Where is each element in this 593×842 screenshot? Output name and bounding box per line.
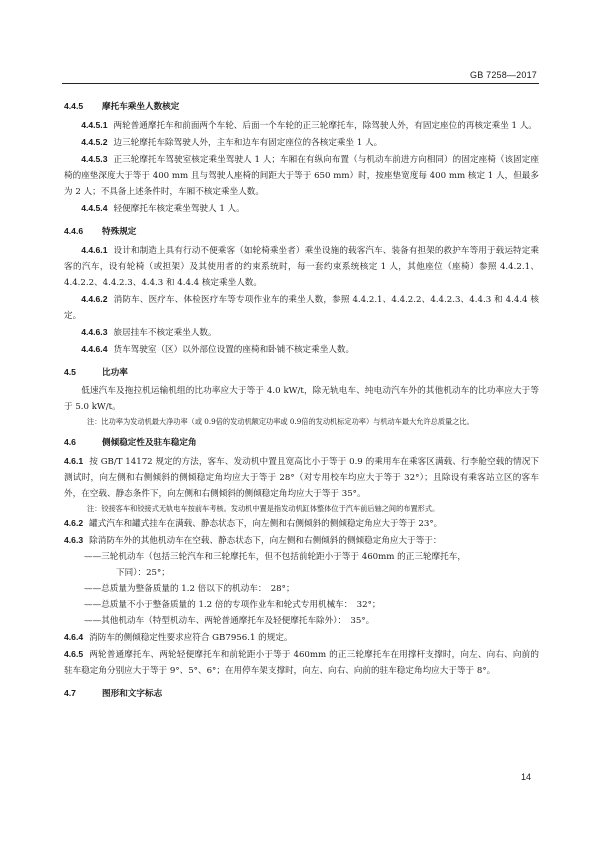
clause-4-4-5-2: 4.4.5.2 边三轮摩托车除驾驶人外，主车和边车有固定座位的各核定乘坐 1 人。 [81,137,383,148]
clause-4-6-4: 4.6.4 消防车的侧倾稳定性要求应符合 GB7956.1 的规定。 [64,632,293,643]
list-item: ——其他机动车（特型机动车、两轮普通摩托车及轻便摩托车除外）： 35°。 [84,616,375,626]
note-4-5: 注：比功率为发动机最大净功率（或 0.9倍的发动机额定功率或 0.9倍的发动机标定功率）与机动车最大允许总质量之比。 [87,417,474,426]
clause-4-6-3: 4.6.3 除消防车外的其他机动车在空载、静态状态下，向左侧和右侧倾斜的侧倾稳定角应大于等于： [64,535,442,546]
note-4-6-1: 注：铰接客车和铰接式无轨电车按前车考核。发动机中置是指发动机缸体整体位于汽车前后轴之间的布置形式。 [87,504,440,513]
clause-4-4-5-1: 4.4.5.1 两轮普通摩托车和前面两个车轮、后面一个车轮的正三轮摩托车，除驾驶人外，有固定座位的再核定乘坐 1 人。 [81,120,537,131]
standard-code: GB 7258—2017 [470,70,537,80]
clause-4-6-5: 4.6.5 两轮普通摩托车、两轮轻便摩托车和前轮距小于等于 460mm 的正三轮摩托车在用撑杆支撑时，向左、向右、向前的驻车稳定角分别应大于等于 9°、5°、6°；在用停车架支撑时，向左、向右、向前的驻车稳定角均应大于等于 8°。 [64,649,539,676]
clause-4-4-6-2: 4.4.6.2 消防车、医疗车、体检医疗车等专项作业车的乘坐人数，参照 4.4.2.1、4.4.2.2、4.4.2.3、4.4.3 和 4.4.4 核定。 [64,294,539,321]
heading-4-4-6: 4.4.6 特殊规定 [64,226,137,237]
header-rule [62,83,539,84]
heading-4-7: 4.7 图形和文字标志 [64,688,163,699]
clause-4-4-5-3: 4.4.5.3 正三轮摩托车驾驶室核定乘坐驾驶人 1 人；车厢在有纵向布置（与机动车前进方向相同）的固定座椅（该固定座椅的座垫深度大于等于 400 mm 且与驾驶人座椅的间距大于等于 650 mm）时，按座垫宽度每 400 mm 核定 1 人，但最多为 2 人；不具备上述条件时，车厢不核定乘坐人数。 [64,154,539,197]
clause-4-4-6-4: 4.4.6.4 货车驾驶室（区）以外部位设置的座椅和卧铺不核定乘坐人数。 [81,344,355,355]
heading-4-6: 4.6 侧倾稳定性及驻车稳定角 [64,437,197,448]
clause-4-4-6-1: 4.4.6.1 设计和制造上具有行动不便乘客（如轮椅乘坐者）乘坐设施的载客汽车、装备有担架的救护车等用于载运特定乘客的汽车，设有轮椅（或担架）及其使用者的约束系统时，每一套约束系统核定 1 人，其他座位（座椅）参照 4.4.2.1、4.4.2.2、4.4.2.3、4.4.3 和 4.4.4 核定乘坐人数。 [64,245,539,288]
clause-4-4-6-3: 4.4.6.3 旅居挂车不核定乘坐人数。 [81,327,217,338]
clause-4-4-5-4: 4.4.5.4 轻便摩托车核定乘坐驾驶人 1 人。 [81,203,245,214]
heading-4-4-5: 4.4.5 摩托车乘坐人数核定 [64,101,180,112]
list-item: ——总质量不小于整备质量的 1.2 倍的专项作业车和轮式专用机械车： 32°； [84,600,381,610]
clause-4-5-body: 低速汽车及拖拉机运输机组的比功率应大于等于 4.0 kW/t，除无轨电车、纯电动汽车外的其他机动车的比功率应大于等于 5.0 kW/t。 [64,386,539,412]
clause-4-6-2: 4.6.2 罐式汽车和罐式挂车在满载、静态状态下，向左侧和右侧倾斜的侧倾稳定角应大于等于 23°。 [64,518,443,529]
list-item: ——总质量为整备质量的 1.2 倍以下的机动车： 28°； [84,584,295,594]
clause-4-6-1: 4.6.1 按 GB/T 14172 规定的方法，客车、发动机中置且宽高比小于等于 0.9 的乘用车在乘客区满载、行李舱空载的情况下测试时，向左侧和右侧倾斜的侧倾稳定角均应大于等于 28°（对专用校车均应大于等于 32°）；且除设有乘客站立区的客车外，在空载、静态条件下，向左侧和右侧倾斜的侧倾稳定角均应大于等于 35°。 [64,456,539,499]
page-number: 14 [520,772,531,782]
heading-4-5: 4.5 比功率 [64,367,128,378]
list-item: ——三轮机动车（包括三轮汽车和三轮摩托车，但不包括前轮距小于等于 460mm 的正三轮摩托车， [84,552,466,562]
page-content [64,92,539,704]
list-item: 下同）：25°； [116,568,170,578]
